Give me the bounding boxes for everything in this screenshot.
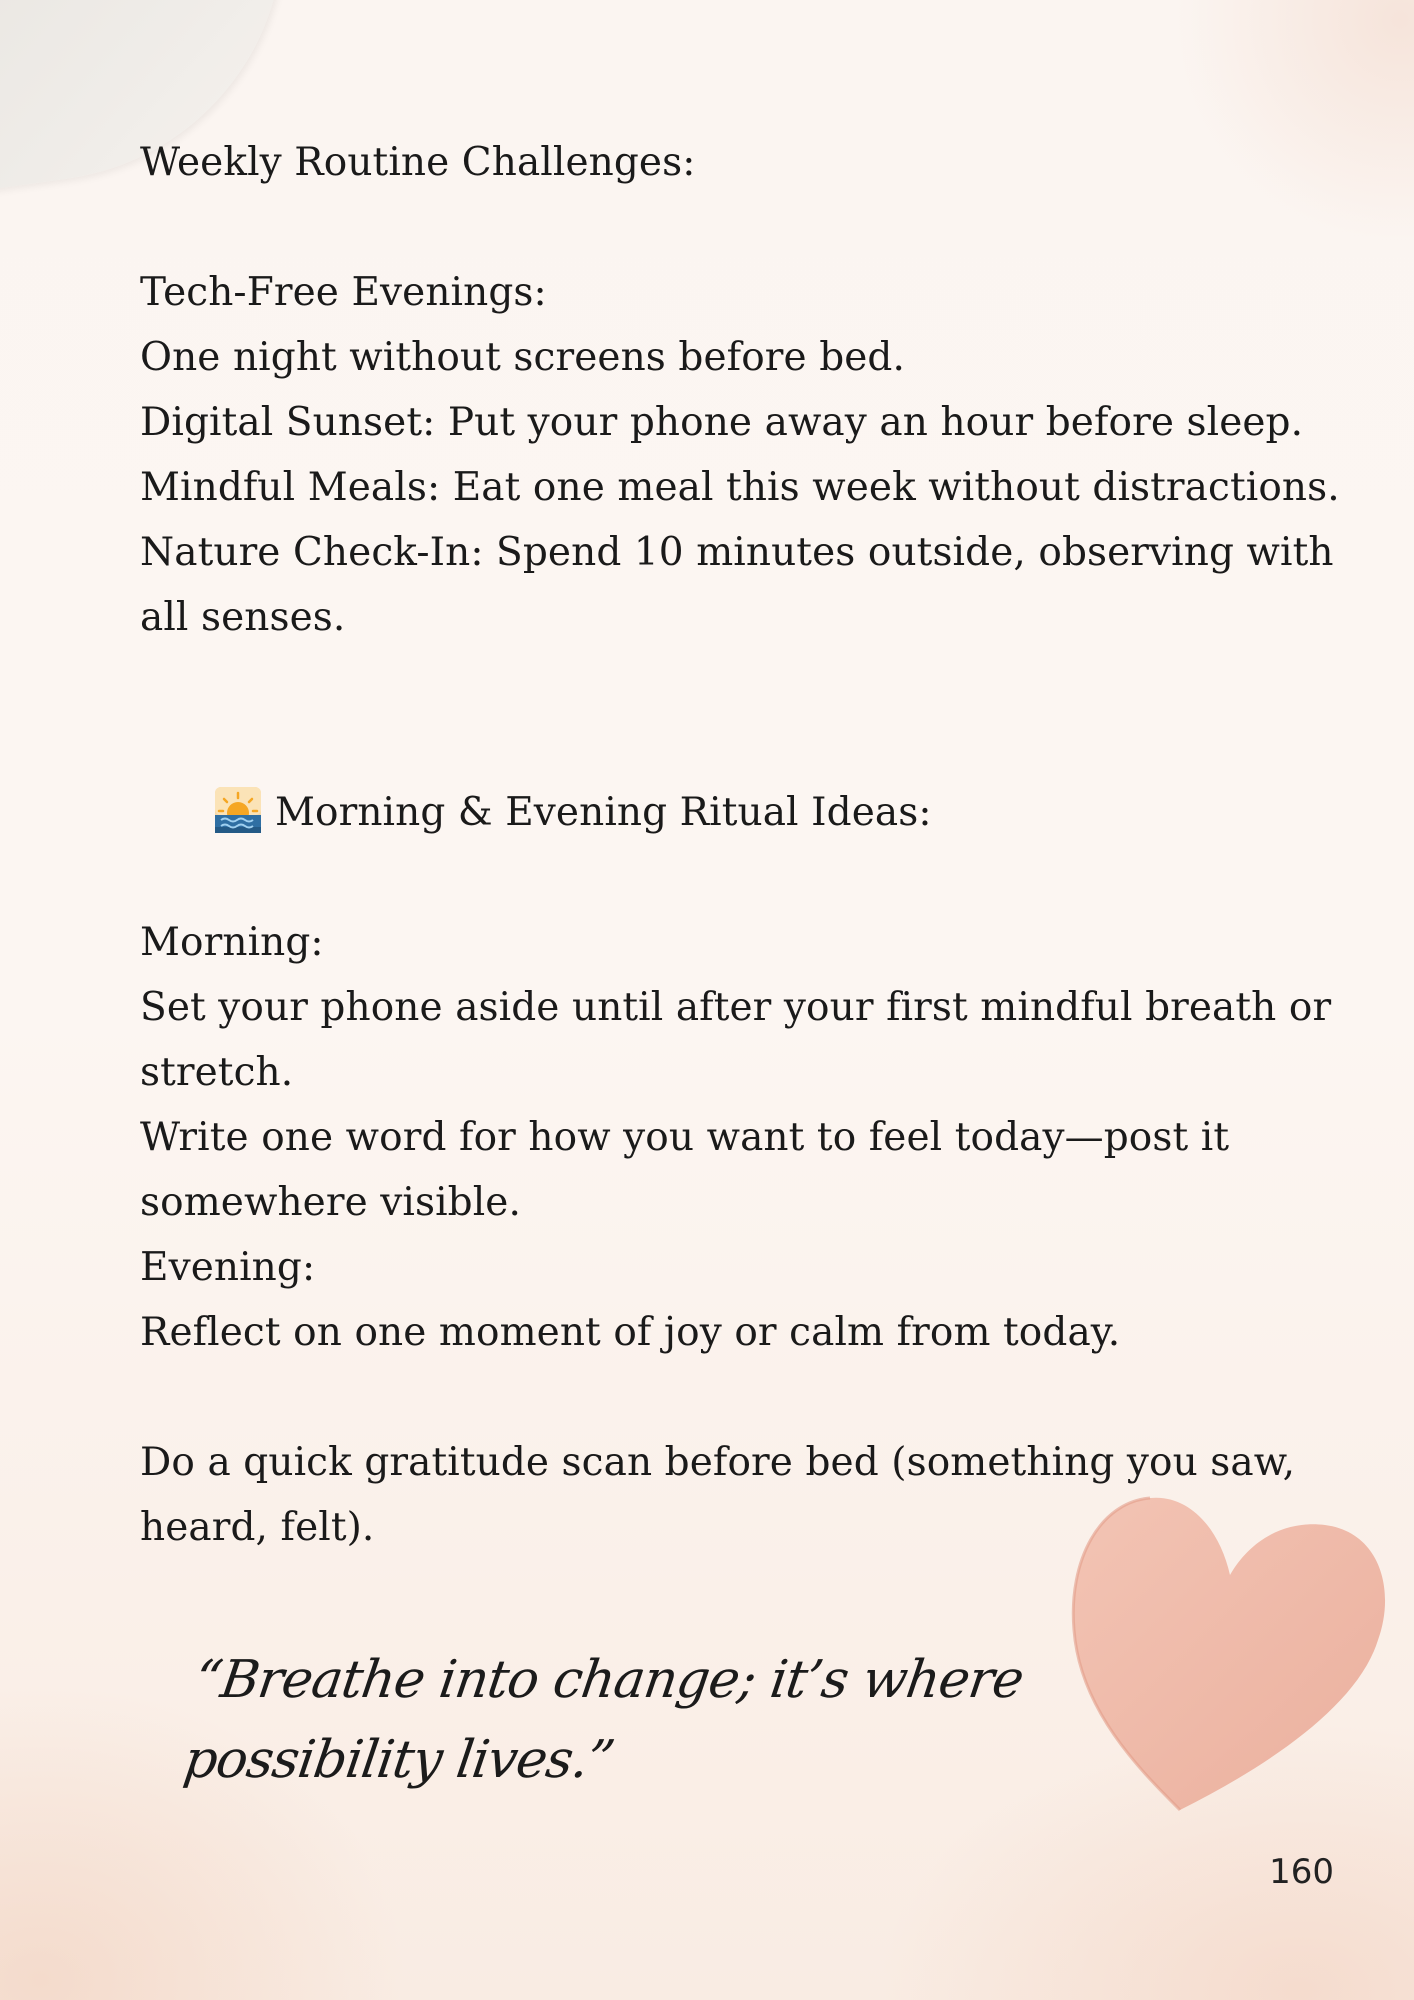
ritual-title-row	[140, 715, 1350, 910]
section-heading: Weekly Routine Challenges:	[140, 140, 696, 185]
morning-item: Write one word for how you want to feel today—post it somewhere visible.	[140, 1115, 1242, 1225]
challenge-item: Mindful Meals: Eat one meal this week without distractions.	[140, 465, 1340, 510]
challenge-item: One night without screens before bed.	[140, 335, 905, 380]
spacer	[140, 195, 1350, 260]
spacer	[140, 1365, 1350, 1430]
sunrise-icon	[215, 787, 261, 833]
quote-text: “Breathe into change; it’s where possibility lives.”	[180, 1650, 1027, 1790]
morning-item: Set your phone aside until after your first mindful breath or stretch.	[140, 985, 1344, 1095]
evening-item: Do a quick gratitude scan before bed (something you saw, heard, felt).	[140, 1440, 1308, 1550]
challenge-title: Tech-Free Evenings:	[140, 270, 547, 315]
page-number: 160	[1269, 1852, 1334, 1892]
challenge-item: Nature Check-In: Spend 10 minutes outside, observing with all senses.	[140, 530, 1347, 640]
challenge-item: Digital Sunset: Put your phone away an hour before sleep.	[140, 400, 1304, 445]
evening-item: Reflect on one moment of joy or calm from today.	[140, 1310, 1121, 1355]
evening-label: Evening:	[140, 1245, 316, 1290]
ritual-title: Morning & Evening Ritual Ideas:	[274, 790, 932, 835]
spacer	[140, 650, 1350, 715]
document-body	[140, 130, 1350, 1560]
morning-label: Morning:	[140, 920, 324, 965]
